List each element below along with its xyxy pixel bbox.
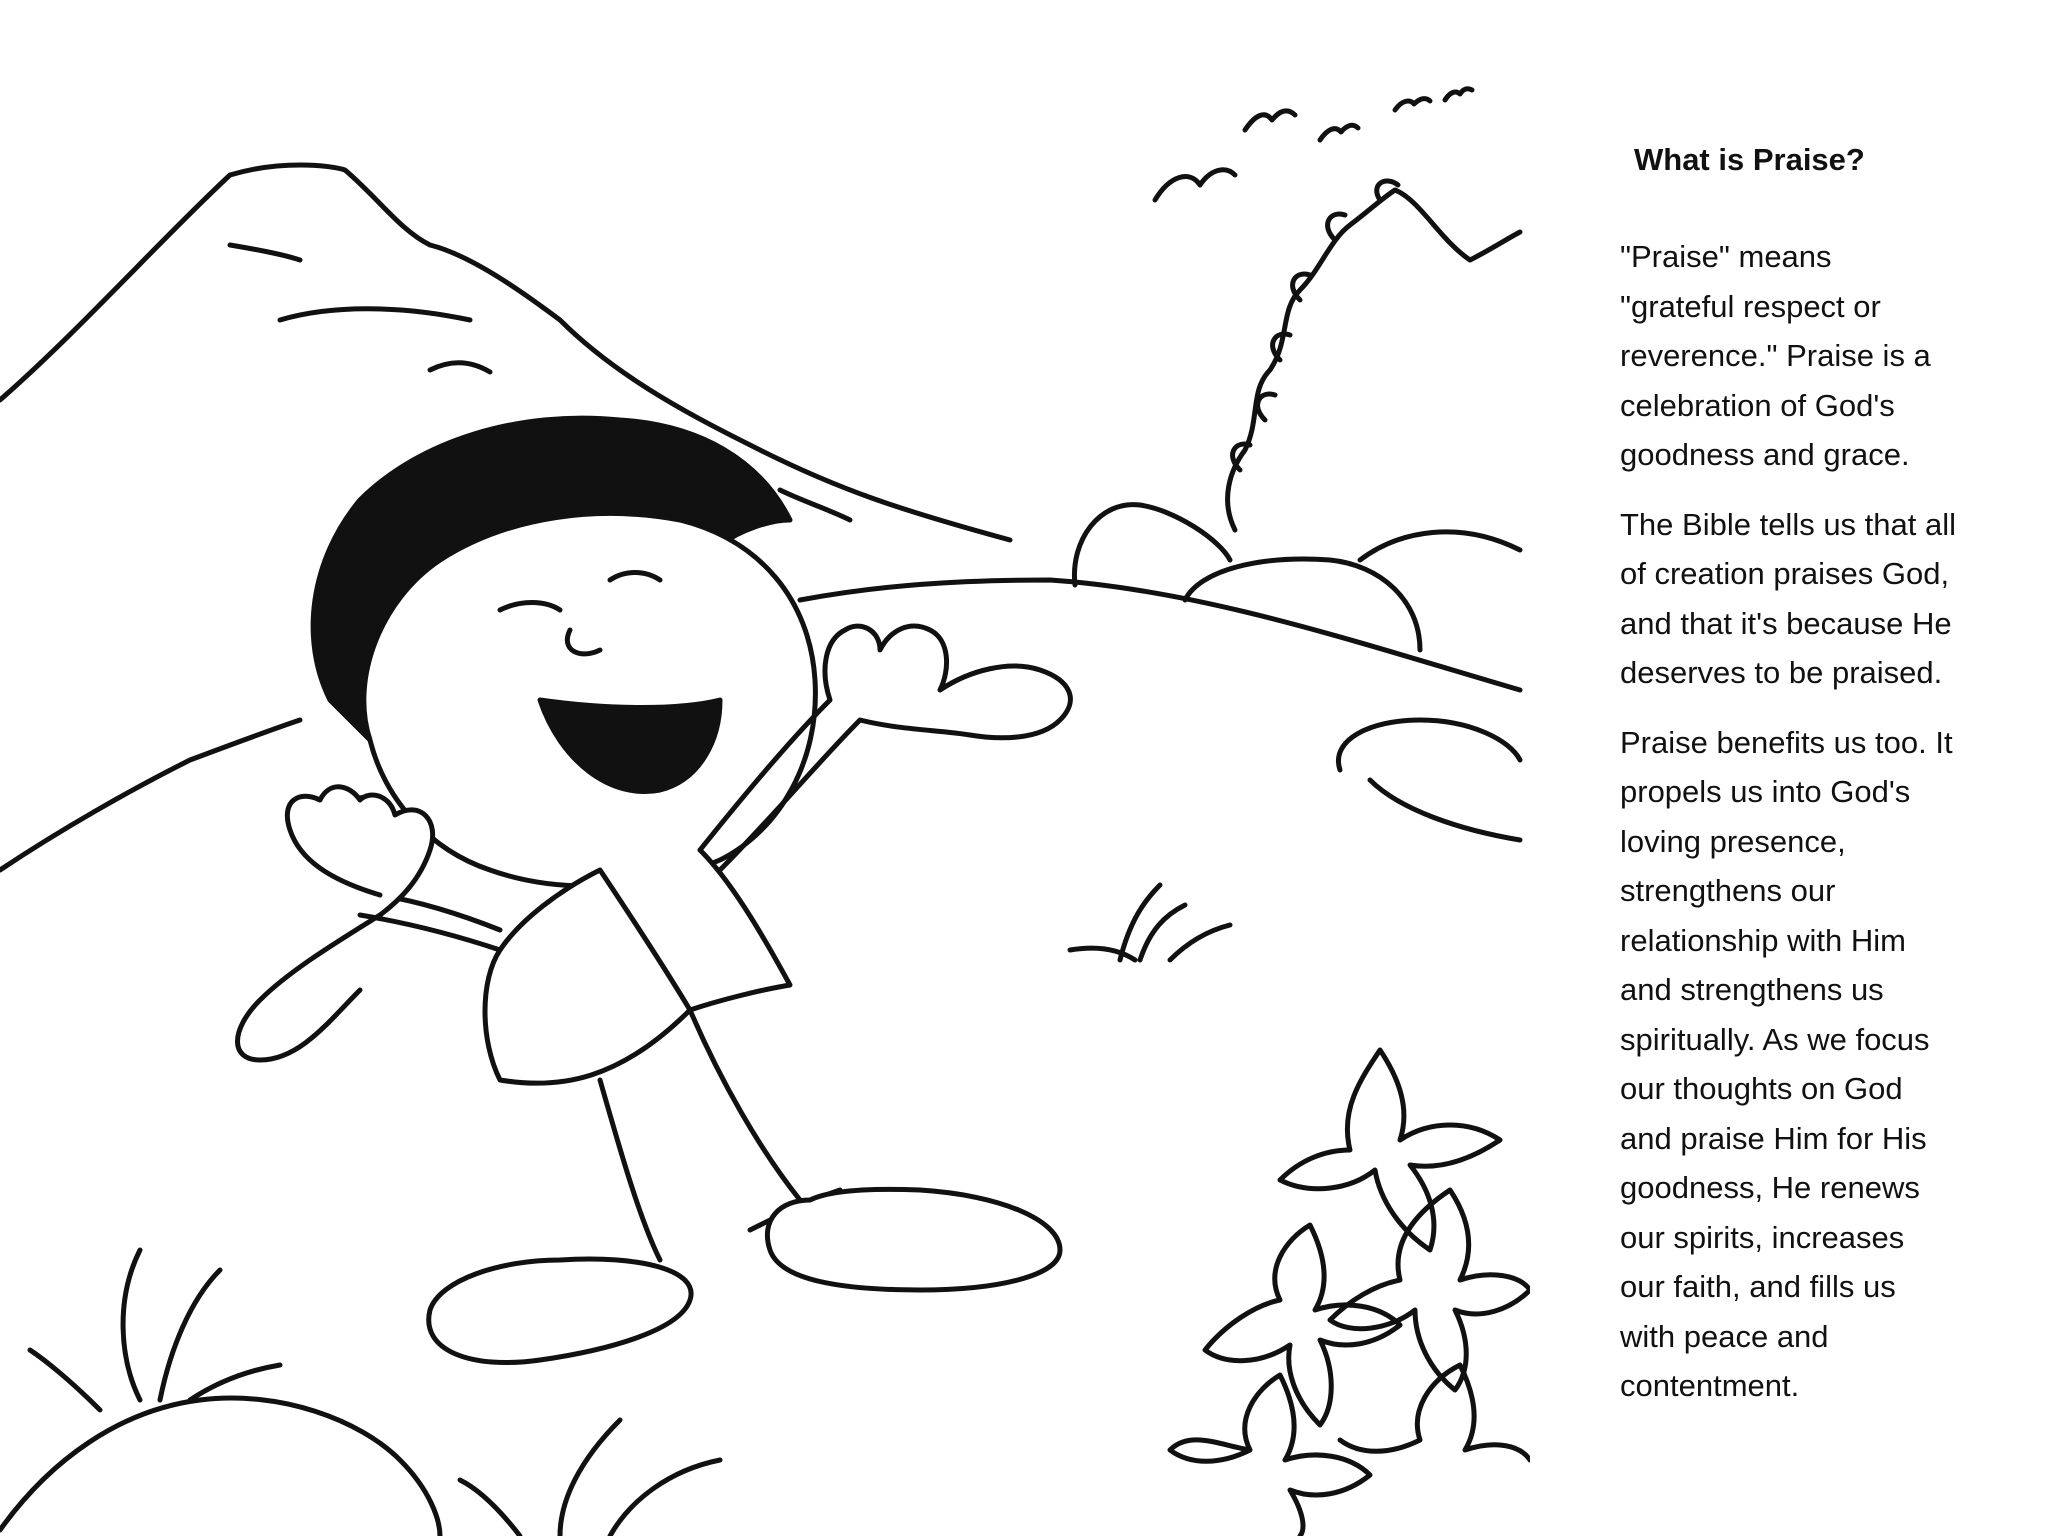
child-figure: [238, 418, 1071, 1362]
bird-1: [1155, 170, 1235, 200]
rock-3: [1360, 532, 1520, 560]
rock-1: [1074, 505, 1230, 585]
child-hand-right: [825, 626, 1070, 738]
paragraph-creation: The Bible tells us that all of creation praises God, and that it's because He deserves to be praised.: [1620, 506, 1957, 690]
child-shirt: [485, 850, 790, 1083]
paragraph-definition: "Praise" means "grateful respect or reverence." Praise is a celebration of God's goodness and grace.: [1620, 239, 1931, 472]
mountain-detail: [230, 245, 300, 260]
mountain-detail-2: [280, 309, 470, 320]
flower-5: [1340, 1365, 1530, 1460]
rock-4: [1338, 720, 1520, 770]
bird-2: [1245, 111, 1295, 130]
bird-3: [1320, 125, 1358, 140]
grass-bottom: [460, 1420, 720, 1536]
panel-heading: What is Praise?: [1634, 142, 1865, 177]
rock-6: [0, 1398, 440, 1536]
flower-4: [1170, 1375, 1370, 1536]
vine-leaves: [1233, 181, 1398, 470]
child-shoe-left: [429, 1259, 691, 1362]
paragraph-benefits: Praise benefits us too. It propels us into God's loving presence, strengthens our relationship with Him and strengthens us spiritually. As we focus our thoughts on God and praise Him for His goodness, He renews our spirits, increases our faith, and fills us with peace and contentment.: [1620, 724, 1953, 1403]
vine: [1228, 190, 1520, 530]
child-shoe-right: [767, 1189, 1060, 1290]
hill-left: [0, 720, 300, 870]
bird-5: [1445, 89, 1472, 100]
grass-tuft: [1070, 885, 1230, 960]
praise-text-panel: [1620, 128, 2020, 1411]
rock-5: [1370, 780, 1520, 840]
grass-left: [30, 1250, 280, 1410]
flower-2: [1330, 1190, 1530, 1390]
mountain-detail-3: [430, 363, 490, 372]
flower-3: [1205, 1225, 1400, 1425]
bird-4: [1395, 99, 1430, 110]
